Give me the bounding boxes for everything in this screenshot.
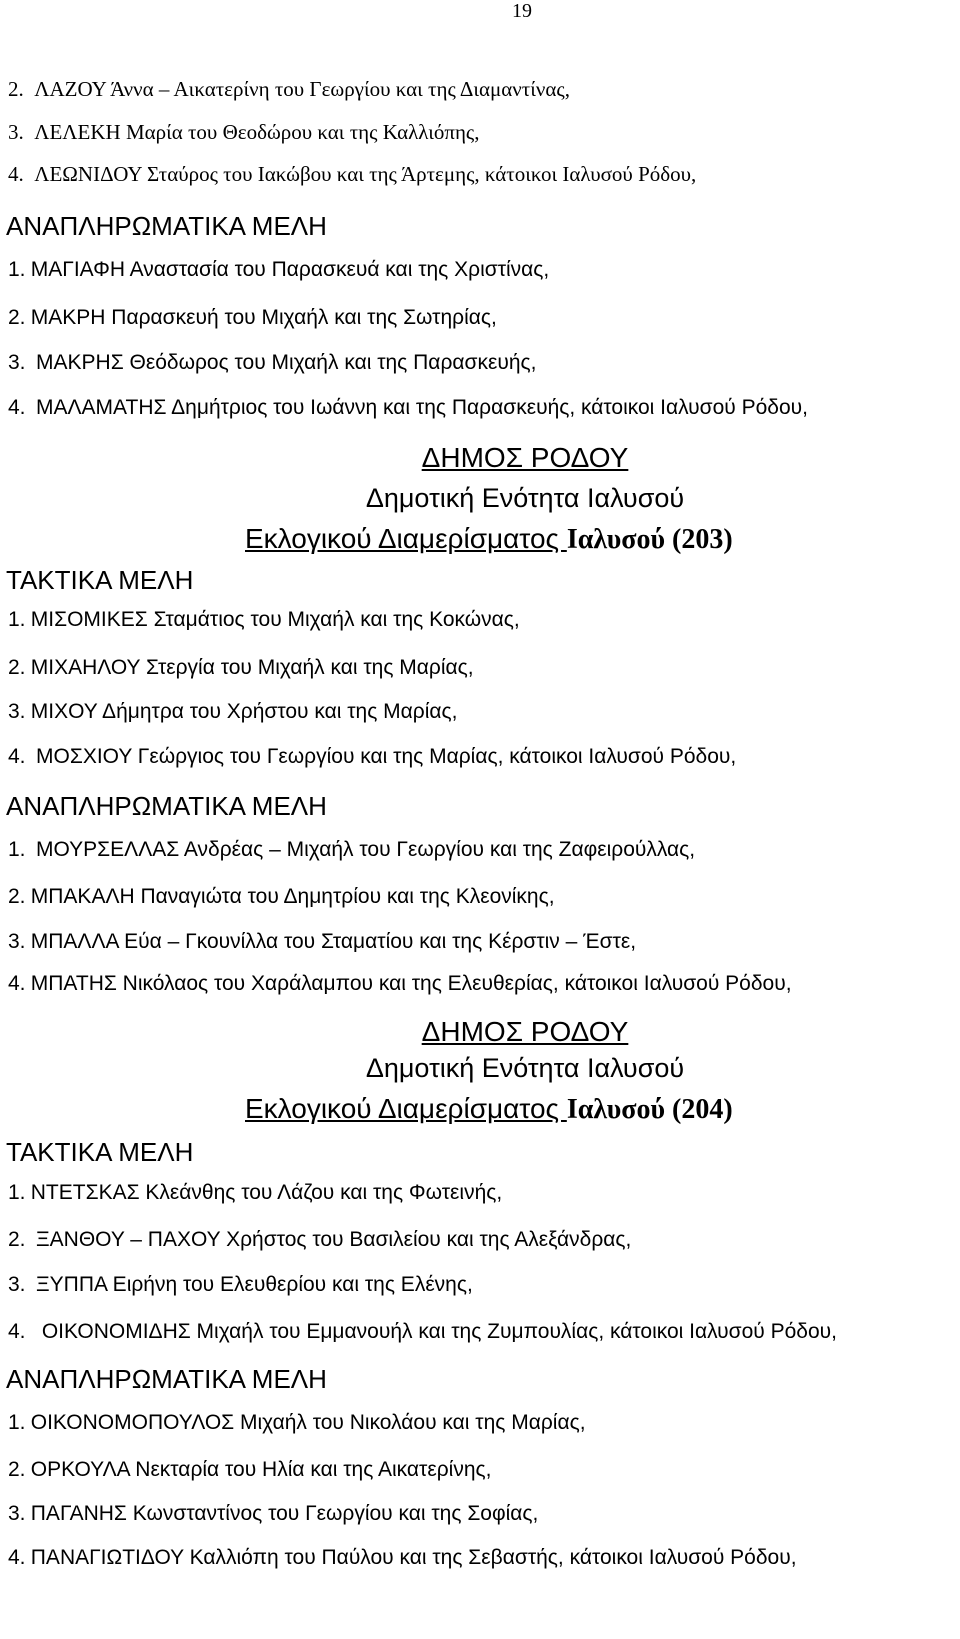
alternates-heading: ΑΝΑΠΛΗΡΩΜΑΤΙΚΑ ΜΕΛΗ xyxy=(6,791,327,821)
electoral-district: Εκλογικού Διαμερίσματος Ιαλυσού (203) xyxy=(245,523,733,555)
member-line: 4. ΛΕΩΝΙΔΟΥ Σταύρος του Ιακώβου και της Άρτεμης, κάτοικοι Ιαλυσού Ρόδου, xyxy=(8,162,697,186)
member-line: 4. ΟΙΚΟΝΟΜΙΔΗΣ Μιχαήλ του Εμμανουήλ και της Ζυμπουλίας, κάτοικοι Ιαλυσού Ρόδου, xyxy=(8,1320,837,1343)
member-line: 2. ΜΙΧΑΗΛΟΥ Στεργία του Μιχαήλ και της Μαρίας, xyxy=(8,656,474,679)
member-line: 2. ΛΑΖΟΥ Άννα – Αικατερίνη του Γεωργίου και της Διαμαντίνας, xyxy=(8,77,570,101)
member-line: 3. ΜΙΧΟΥ Δήμητρα του Χρήστου και της Μαρίας, xyxy=(8,700,458,723)
member-line: 4. ΠΑΝΑΓΙΩΤΙΔΟΥ Καλλιόπη του Παύλου και της Σεβαστής, κάτοικοι Ιαλυσού Ρόδου, xyxy=(8,1546,797,1569)
municipality-title: ΔΗΜΟΣ ΡΟΔΟΥ xyxy=(421,442,629,473)
member-line: 1. ΝΤΕΤΣΚΑΣ Κλεάνθης του Λάζου και της Φωτεινής, xyxy=(8,1181,503,1204)
municipal-unit: Δημοτική Ενότητα Ιαλυσού xyxy=(365,1053,685,1083)
municipality-title: ΔΗΜΟΣ ΡΟΔΟΥ xyxy=(421,1016,629,1047)
member-line: 1. ΜΙΣΟΜΙΚΕΣ Σταμάτιος του Μιχαήλ και της Κοκώνας, xyxy=(8,608,520,631)
member-line: 4. ΜΑΛΑΜΑΤΗΣ Δημήτριος του Ιωάννη και της Παρασκευής, κάτοικοι Ιαλυσού Ρόδου, xyxy=(8,396,808,419)
member-line: 4. ΜΠΑΤΗΣ Νικόλαος του Χαράλαμπου και της Ελευθερίας, κάτοικοι Ιαλυσού Ρόδου, xyxy=(8,972,792,995)
member-line: 3. ΜΠΑΛΛΑ Εύα – Γκουνίλλα του Σταματίου και της Κέρστιν – Έστε, xyxy=(8,930,637,953)
alternates-heading: ΑΝΑΠΛΗΡΩΜΑΤΙΚΑ ΜΕΛΗ xyxy=(6,211,327,241)
member-line: 2. ΜΠΑΚΑΛΗ Παναγιώτα του Δημητρίου και της Κλεονίκης, xyxy=(8,885,555,908)
member-line: 1. ΜΑΓΙΑΦΗ Αναστασία του Παρασκευά και της Χριστίνας, xyxy=(8,258,550,281)
member-line: 1. ΟΙΚΟΝΟΜΟΠΟΥΛΟΣ Μιχαήλ του Νικολάου και της Μαρίας, xyxy=(8,1411,586,1434)
member-line: 3. ΠΑΓΑΝΗΣ Κωνσταντίνος του Γεωργίου και της Σοφίας, xyxy=(8,1502,539,1525)
member-line: 3. ΜΑΚΡΗΣ Θεόδωρος του Μιχαήλ και της Παρασκευής, xyxy=(8,351,537,374)
page-number: 19 xyxy=(512,0,532,22)
member-line: 2. ΜΑΚΡΗ Παρασκευή του Μιχαήλ και της Σωτηρίας, xyxy=(8,306,497,329)
member-line: 2. ΟΡΚΟΥΛΑ Νεκταρία του Ηλία και της Αικατερίνης, xyxy=(8,1458,492,1481)
member-line: 3. ΞΥΠΠΑ Ειρήνη του Ελευθερίου και της Ελένης, xyxy=(8,1273,473,1296)
member-line: 2. ΞΑΝΘΟΥ – ΠΑΧΟΥ Χρήστος του Βασιλείου και της Αλεξάνδρας, xyxy=(8,1228,632,1251)
member-line: 4. ΜΟΣΧΙΟΥ Γεώργιος του Γεωργίου και της Μαρίας, κάτοικοι Ιαλυσού Ρόδου, xyxy=(8,745,737,768)
municipal-unit: Δημοτική Ενότητα Ιαλυσού xyxy=(365,483,685,513)
regular-members-heading: ΤΑΚΤΙΚΑ ΜΕΛΗ xyxy=(6,565,194,595)
electoral-district: Εκλογικού Διαμερίσματος Ιαλυσού (204) xyxy=(245,1093,733,1125)
member-line: 1. ΜΟΥΡΣΕΛΛΑΣ Ανδρέας – Μιχαήλ του Γεωργίου και της Ζαφειρούλλας, xyxy=(8,838,696,861)
regular-members-heading: ΤΑΚΤΙΚΑ ΜΕΛΗ xyxy=(6,1137,194,1167)
alternates-heading: ΑΝΑΠΛΗΡΩΜΑΤΙΚΑ ΜΕΛΗ xyxy=(6,1364,327,1394)
member-line: 3. ΛΕΛΕΚΗ Μαρία του Θεοδώρου και της Καλλιόπης, xyxy=(8,120,480,144)
